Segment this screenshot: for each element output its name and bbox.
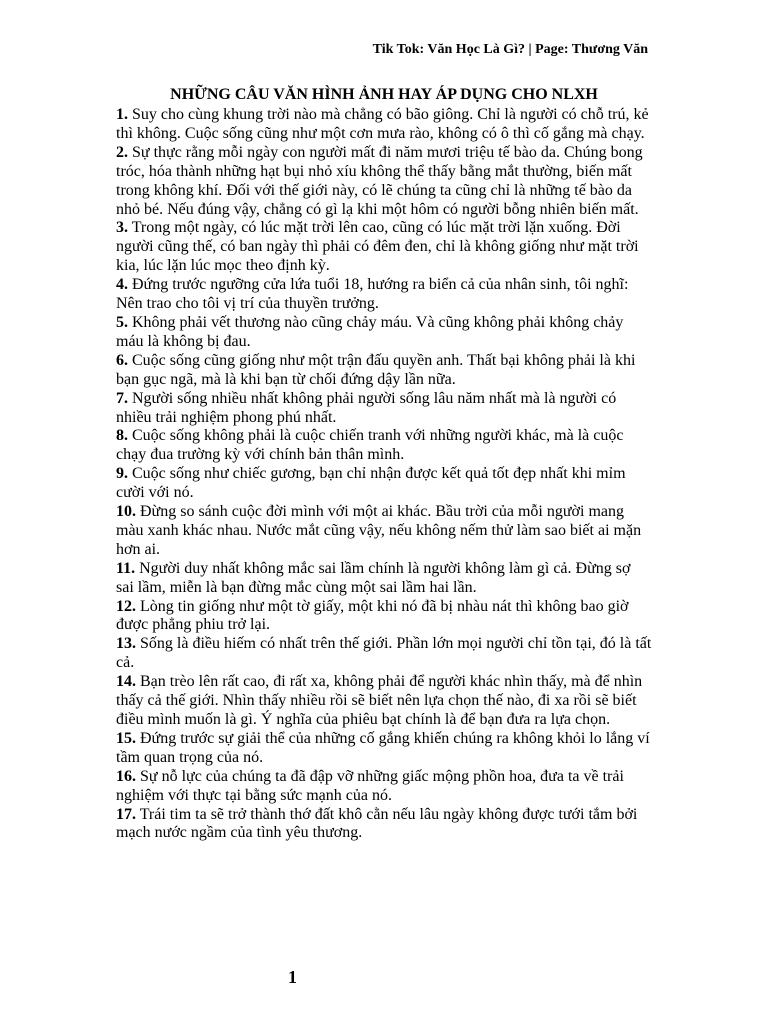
list-item bbox=[116, 427, 652, 465]
item-number: 6. bbox=[116, 351, 128, 369]
item-text: Người sống nhiều nhất không phải người sống lâu năm nhất mà là người có nhiều trải nghiệm phong phú nhất. bbox=[116, 389, 617, 426]
list-item bbox=[116, 390, 652, 428]
item-number: 5. bbox=[116, 313, 128, 331]
item-number: 17. bbox=[116, 805, 136, 823]
item-text: Người duy nhất không mắc sai lầm chính là người không làm gì cả. Đừng sợ sai lầm, miễn là bạn đừng mắc cùng một sai lầm hai lần. bbox=[116, 559, 631, 596]
item-number: 16. bbox=[116, 767, 136, 785]
page-header: Tik Tok: Văn Học Là Gì? | Page: Thương Văn bbox=[372, 42, 648, 57]
item-number: 10. bbox=[116, 503, 136, 521]
page-number: 1 bbox=[288, 967, 297, 987]
item-text: Không phải vết thương nào cũng chảy máu. Và cũng không phải không chảy máu là không bị đau. bbox=[116, 313, 624, 350]
item-number: 11. bbox=[116, 559, 136, 577]
list-item bbox=[116, 465, 652, 503]
item-text: Sự nỗ lực của chúng ta đã đập vỡ những giấc mộng phồn hoa, đưa ta về trải nghiệm với thực tại bằng sức mạnh của nó. bbox=[116, 767, 624, 804]
item-number: 4. bbox=[116, 276, 128, 294]
list-item bbox=[116, 598, 652, 636]
item-text: Cuộc sống như chiếc gương, bạn chỉ nhận được kết quả tốt đẹp nhất khi mỉm cười với nó. bbox=[116, 465, 626, 502]
item-number: 8. bbox=[116, 427, 128, 445]
quote-list bbox=[116, 106, 652, 843]
item-text: Đừng so sánh cuộc đời mình với một ai khác. Bầu trời của mỗi người mang màu xanh khác nhau. Nước mắt cũng vậy, nếu không nếm thử làm sao biết ai mặn hơn ai. bbox=[116, 503, 642, 558]
item-number: 14. bbox=[116, 673, 136, 691]
list-item bbox=[116, 673, 652, 730]
item-text: Lòng tin giống như một tờ giấy, một khi nó đã bị nhàu nát thì không bao giờ được phẳng phiu trở lại. bbox=[116, 597, 629, 634]
item-text: Bạn trèo lên rất cao, đi rất xa, không phải để người khác nhìn thấy, mà để nhìn thấy cả thế giới. Nhìn thấy nhiều rồi sẽ biết nên lựa chọn thế nào, đi xa rồi sẽ biết điều mình muốn là gì. Ý nghĩa của phiêu bạt chính là để bạn đưa ra lựa chọn. bbox=[116, 673, 643, 728]
item-text: Trong một ngày, có lúc mặt trời lên cao, cũng có lúc mặt trời lặn xuống. Đời người cũng thế, có ban ngày thì phải có đêm đen, chỉ là không giống như mặt trời kia, lúc lặn lúc mọc theo định kỳ. bbox=[116, 219, 639, 275]
item-text: Trái tim ta sẽ trở thành thớ đất khô cằn nếu lâu ngày không được tưới tắm bởi mạch nước ngầm của tình yêu thương. bbox=[116, 805, 638, 842]
list-item bbox=[116, 503, 652, 560]
list-item bbox=[116, 219, 652, 276]
document-title: NHỮNG CÂU VĂN HÌNH ẢNH HAY ÁP DỤNG CHO NLXH bbox=[170, 86, 598, 103]
item-number: 3. bbox=[116, 219, 128, 237]
list-item bbox=[116, 144, 652, 220]
item-number: 12. bbox=[116, 597, 136, 615]
item-text: Cuộc sống không phải là cuộc chiến tranh với những người khác, mà là cuộc chạy đua trường kỳ với chính bản thân mình. bbox=[116, 427, 624, 464]
list-item bbox=[116, 352, 652, 390]
item-number: 9. bbox=[116, 465, 128, 483]
item-number: 15. bbox=[116, 729, 136, 747]
item-number: 7. bbox=[116, 389, 128, 407]
item-number: 2. bbox=[116, 143, 128, 161]
item-text: Sống là điều hiếm có nhất trên thế giới. Phần lớn mọi người chỉ tồn tại, đó là tất cả. bbox=[116, 635, 652, 672]
item-number: 13. bbox=[116, 635, 136, 653]
list-item bbox=[116, 635, 652, 673]
item-text: Đứng trước ngưỡng cửa lứa tuổi 18, hướng ra biển cả của nhân sinh, tôi nghĩ: Nên trao cho tôi vị trí của thuyền trưởng. bbox=[116, 276, 629, 313]
item-text: Đứng trước sự giải thể của những cố gắng khiến chúng ra không khỏi lo lắng ví tầm quan trọng của nó. bbox=[116, 729, 650, 766]
item-number: 1. bbox=[116, 106, 128, 123]
item-text: Suy cho cùng khung trời nào mà chẳng có bão giông. Chỉ là người có chỗ trú, kẻ thì không. Cuộc sống cũng như một cơn mưa rào, không có ô thì cố gắng mà chạy. bbox=[116, 106, 649, 142]
list-item bbox=[116, 314, 652, 352]
list-item bbox=[116, 806, 652, 844]
list-item bbox=[116, 106, 652, 144]
list-item bbox=[116, 730, 652, 768]
list-item bbox=[116, 560, 652, 598]
list-item bbox=[116, 768, 652, 806]
list-item bbox=[116, 276, 652, 314]
item-text: Cuộc sống cũng giống như một trận đấu quyền anh. Thất bại không phải là khi bạn gục ngã, mà là khi bạn từ chối đứng dậy lần nữa. bbox=[116, 351, 636, 388]
item-text: Sự thực rằng mỗi ngày con người mất đi năm mươi triệu tế bào da. Chúng bong tróc, hóa thành những hạt bụi nhỏ xíu không thể thấy bằng mắt thường, biến mất trong không khí. Đối với thế giới này, có lẽ chúng ta cũng chỉ là những tế bào da nhỏ bé. Nếu đúng vậy, chẳng có gì lạ khi một hôm có người bỗng nhiên biến mất. bbox=[116, 143, 643, 218]
